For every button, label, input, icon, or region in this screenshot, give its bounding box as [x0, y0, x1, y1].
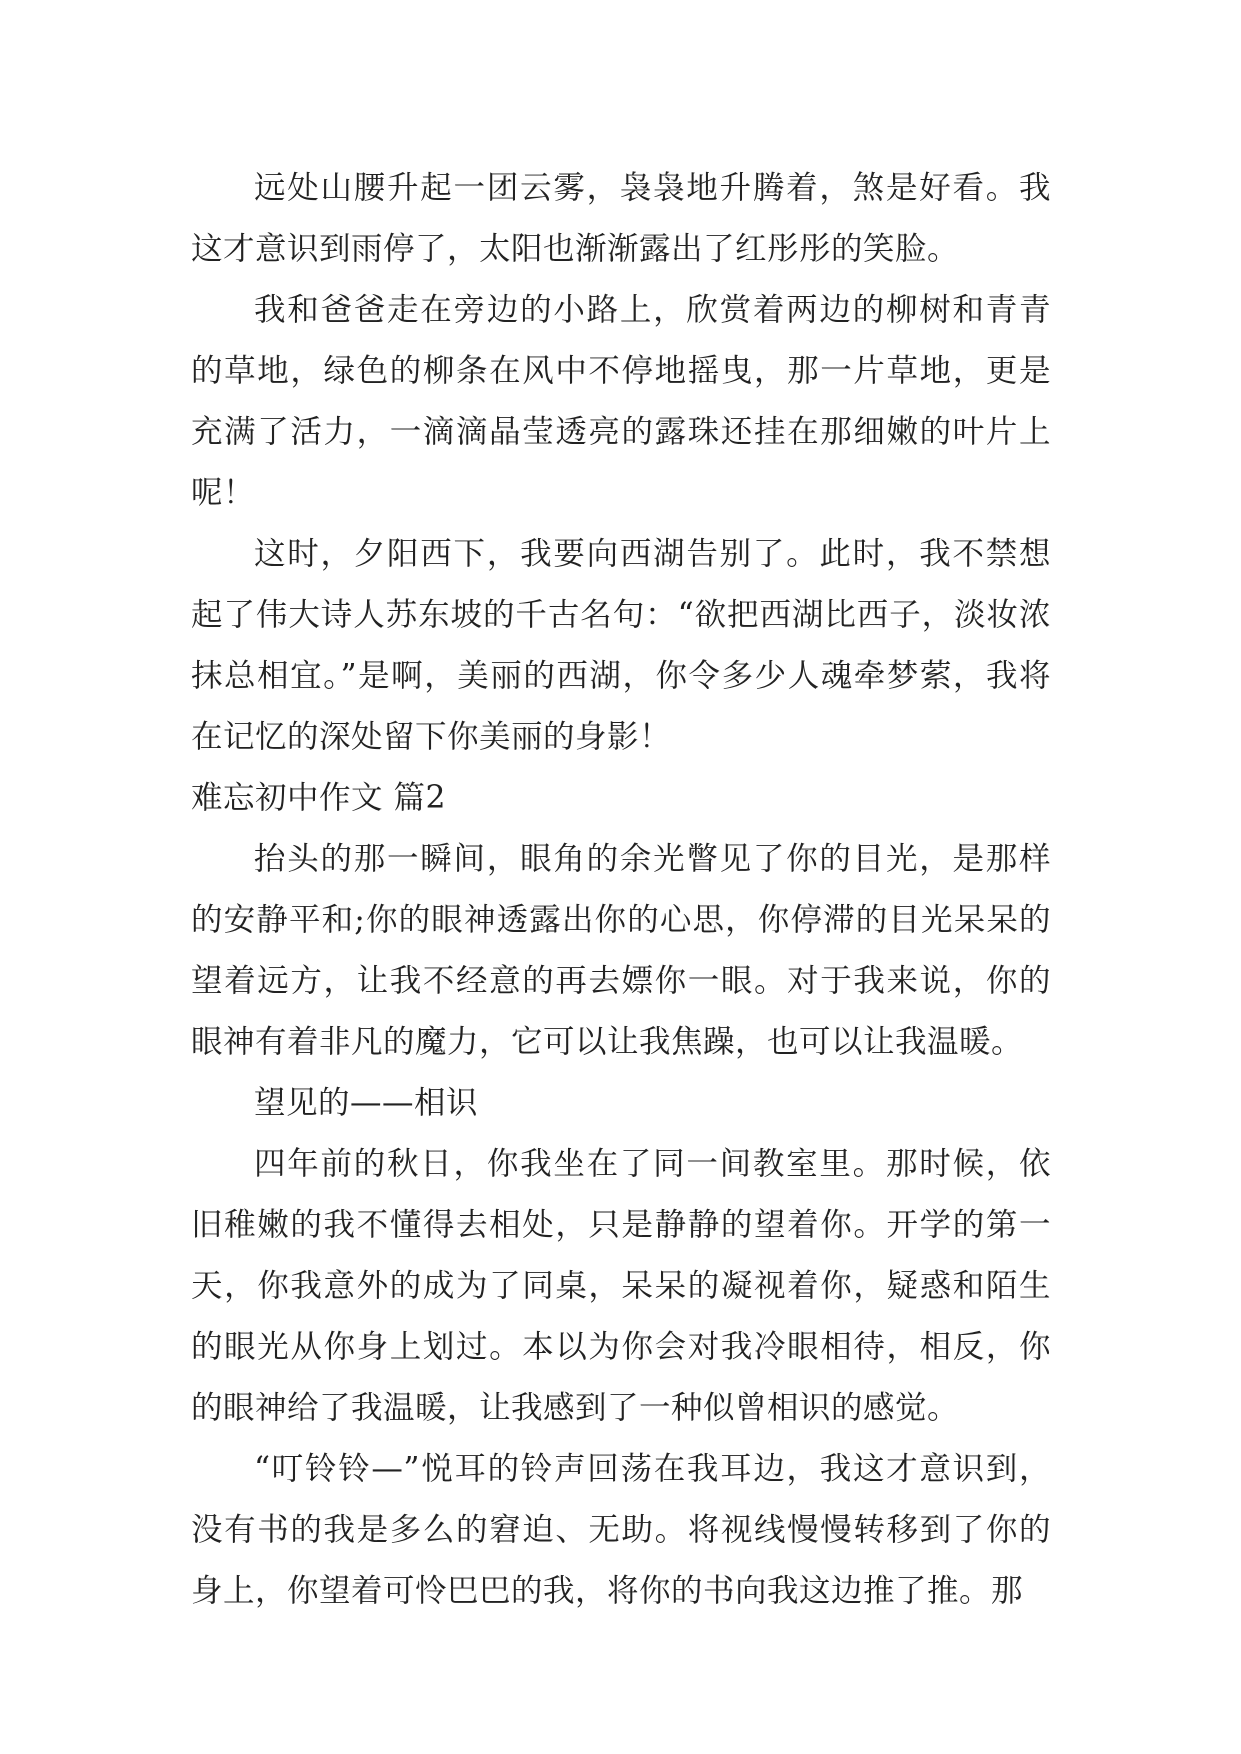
paragraph-glance: 抬头的那一瞬间，眼角的余光瞥见了你的目光，是那样的安静平和;你的眼神透露出你的心思，你停滞的目光呆呆的望着远方，让我不经意的再去嫖你一眼。对于我来说，你的眼神有着非凡的魔力，它可以让我焦躁，也可以让我温暖。: [191, 841, 1051, 1060]
paragraph-willow-path: 我和爸爸走在旁边的小路上，欣赏着两边的柳树和青青的草地，绿色的柳条在风中不停地摇曳，那一片草地，更是充满了活力，一滴滴晶莹透亮的露珠还挂在那细嫩的叶片上呢！: [191, 292, 1051, 511]
paragraph-farewell-west-lake: 这时，夕阳西下，我要向西湖告别了。此时，我不禁想起了伟大诗人苏东坡的千古名句：“欲把西湖比西子，淡妆浓抹总相宜。”是啊，美丽的西湖，你令多少人魂牵梦萦，我将在记忆的深处留下你美丽的身影！: [191, 536, 1051, 755]
paragraph-cloud-mist: 远处山腰升起一团云雾，袅袅地升腾着，煞是好看。我这才意识到雨停了，太阳也渐渐露出了红彤彤的笑脸。: [191, 170, 1051, 267]
section-heading: 难忘初中作文 篇2: [191, 780, 447, 816]
document-body: [191, 158, 1051, 1622]
paragraph-autumn-classroom: 四年前的秋日，你我坐在了同一间教室里。那时候，依旧稚嫩的我不懂得去相处，只是静静的望着你。开学的第一天，你我意外的成为了同桌，呆呆的凝视着你，疑惑和陌生的眼光从你身上划过。本以为你会对我冷眼相待，相反，你的眼神给了我温暖，让我感到了一种似曾相识的感觉。: [191, 1146, 1051, 1426]
subheading-acquaintance: 望见的——相识: [254, 1085, 479, 1121]
paragraph-school-bell: “叮铃铃—”悦耳的铃声回荡在我耳边，我这才意识到，没有书的我是多么的窘迫、无助。将视线慢慢转移到了你的身上，你望着可怜巴巴的我，将你的书向我这边推了推。那: [191, 1451, 1051, 1609]
